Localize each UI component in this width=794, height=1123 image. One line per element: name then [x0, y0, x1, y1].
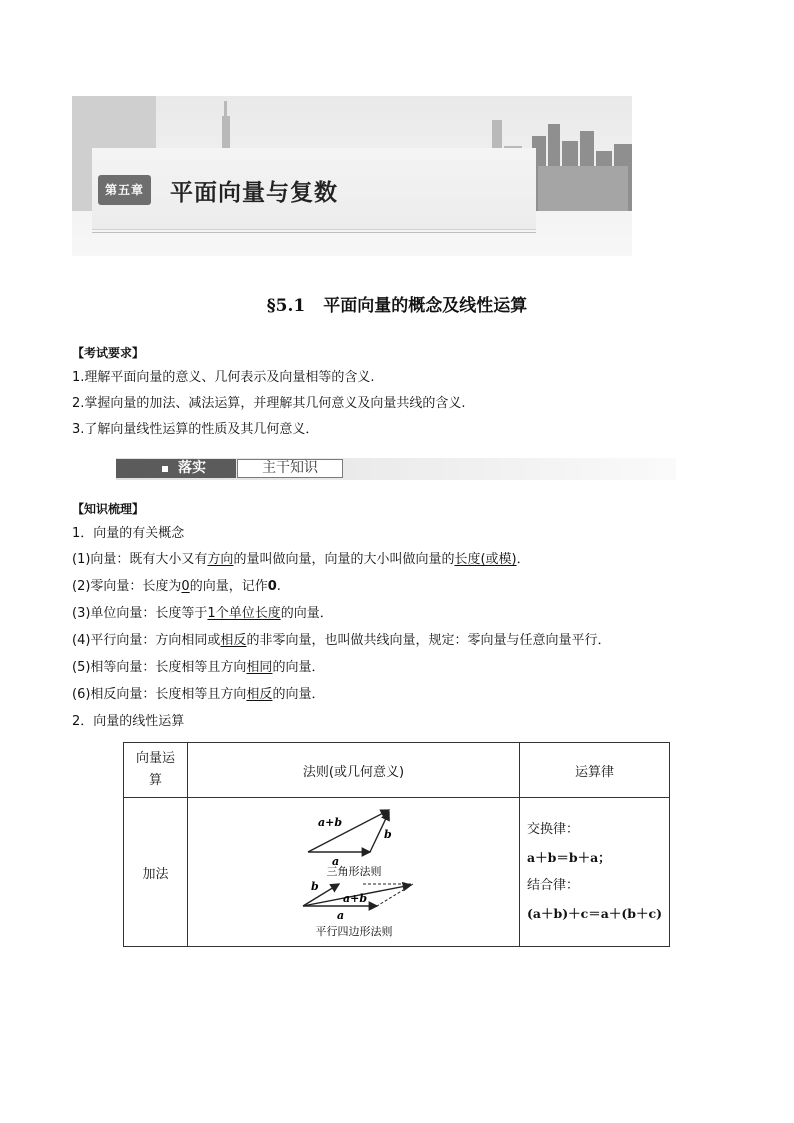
table-row [124, 798, 670, 947]
rule-figures [188, 798, 520, 947]
answer-blank: 0 [181, 579, 190, 594]
header-law: 运算律 [520, 743, 670, 798]
answer-blank: 长度(或模) [454, 552, 517, 567]
label-a: a [331, 855, 339, 868]
operation-name: 加法 [124, 798, 188, 947]
text-span: (2)零向量：长度为 [72, 579, 182, 594]
section-bar [116, 458, 676, 480]
text-span: (5)相等向量：长度相等且方向 [72, 660, 247, 675]
operation-laws [520, 798, 670, 947]
chapter-badge: 第五章 [98, 175, 151, 205]
header-rule: 法则(或几何意义) [188, 743, 520, 798]
text-span: 的向量，记作 [189, 579, 268, 594]
text-span: 的非零向量，也叫做共线向量，规定：零向量与任意向量平行． [246, 633, 611, 648]
vector-operations-table [123, 742, 670, 947]
parallelogram-rule-diagram [289, 876, 419, 940]
header-operation: 向量运算 [124, 743, 188, 798]
banner-divider [92, 232, 536, 233]
dashed-edge [377, 884, 413, 906]
knowledge-item-title: 2．向量的线性运算 [72, 714, 185, 729]
commutative-law-title: 交换律： [527, 822, 580, 837]
concept-vector [72, 552, 530, 568]
text-span: . [276, 579, 281, 594]
concept-equal-vector [72, 660, 324, 676]
label-a: a [336, 909, 344, 922]
text-span: (1)向量：既有大小又有 [72, 552, 208, 567]
text-span: (6)相反向量：长度相等且方向 [72, 687, 247, 702]
section-title-text: 平面向量的概念及线性运算 [323, 296, 528, 316]
requirement-item: 3.了解向量线性运算的性质及其几何意义． [72, 422, 319, 437]
label-b: b [383, 828, 392, 841]
knowledge-item-title: 1．向量的有关概念 [72, 526, 185, 541]
text-span: 的向量． [272, 687, 325, 702]
chapter-banner [72, 96, 632, 256]
commutative-law-formula: a＋b＝b＋a； [527, 850, 611, 865]
text-span: 的向量． [272, 660, 325, 675]
triangle-rule-caption: 三角形法则 [326, 865, 381, 876]
section-bar-dark-tab [116, 459, 236, 478]
section-bar-dark-label: 落实 [178, 460, 206, 476]
label-sum: a+b [342, 892, 367, 905]
section-number: §5.1 [266, 296, 306, 316]
requirement-item: 1.理解平面向量的意义、几何表示及向量相等的含义. [72, 370, 375, 385]
answer-blank: 相同 [246, 660, 273, 675]
triangle-rule-diagram [294, 804, 414, 876]
associative-law-title: 结合律： [527, 878, 580, 893]
section-title [0, 291, 794, 316]
concept-parallel-vector [72, 633, 610, 649]
zero-vector-symbol: 0 [267, 579, 277, 594]
associative-law-formula: (a＋b)＋c＝a＋(b＋c) [527, 906, 663, 921]
answer-blank: 1个单位长度 [207, 606, 281, 621]
text-span: 的量叫做向量，向量的大小叫做向量的 [233, 552, 455, 567]
knowledge-heading: 【知识梳理】 [72, 502, 145, 516]
concept-opposite-vector [72, 687, 324, 703]
concept-zero-vector [72, 579, 281, 595]
section-bar-light-label: 主干知识 [237, 459, 343, 478]
requirement-item: 2.掌握向量的加法、减法运算，并理解其几何意义及向量共线的含义. [72, 396, 466, 411]
label-sum: a+b [317, 816, 342, 829]
answer-blank: 相反 [220, 633, 247, 648]
square-bullet-icon [162, 466, 168, 472]
text-span: 的向量． [280, 606, 333, 621]
parallelogram-rule-caption: 平行四边形法则 [315, 925, 392, 938]
answer-blank: 方向 [207, 552, 234, 567]
answer-blank: 相反 [246, 687, 273, 702]
concept-unit-vector [72, 606, 333, 622]
text-span: ． [516, 552, 530, 567]
label-b: b [310, 880, 319, 893]
table-header-row [124, 743, 670, 798]
text-span: (3)单位向量：长度等于 [72, 606, 208, 621]
exam-requirements-heading: 【考试要求】 [72, 346, 145, 360]
text-span: (4)平行向量：方向相同或 [72, 633, 221, 648]
chapter-title: 平面向量与复数 [170, 180, 338, 206]
